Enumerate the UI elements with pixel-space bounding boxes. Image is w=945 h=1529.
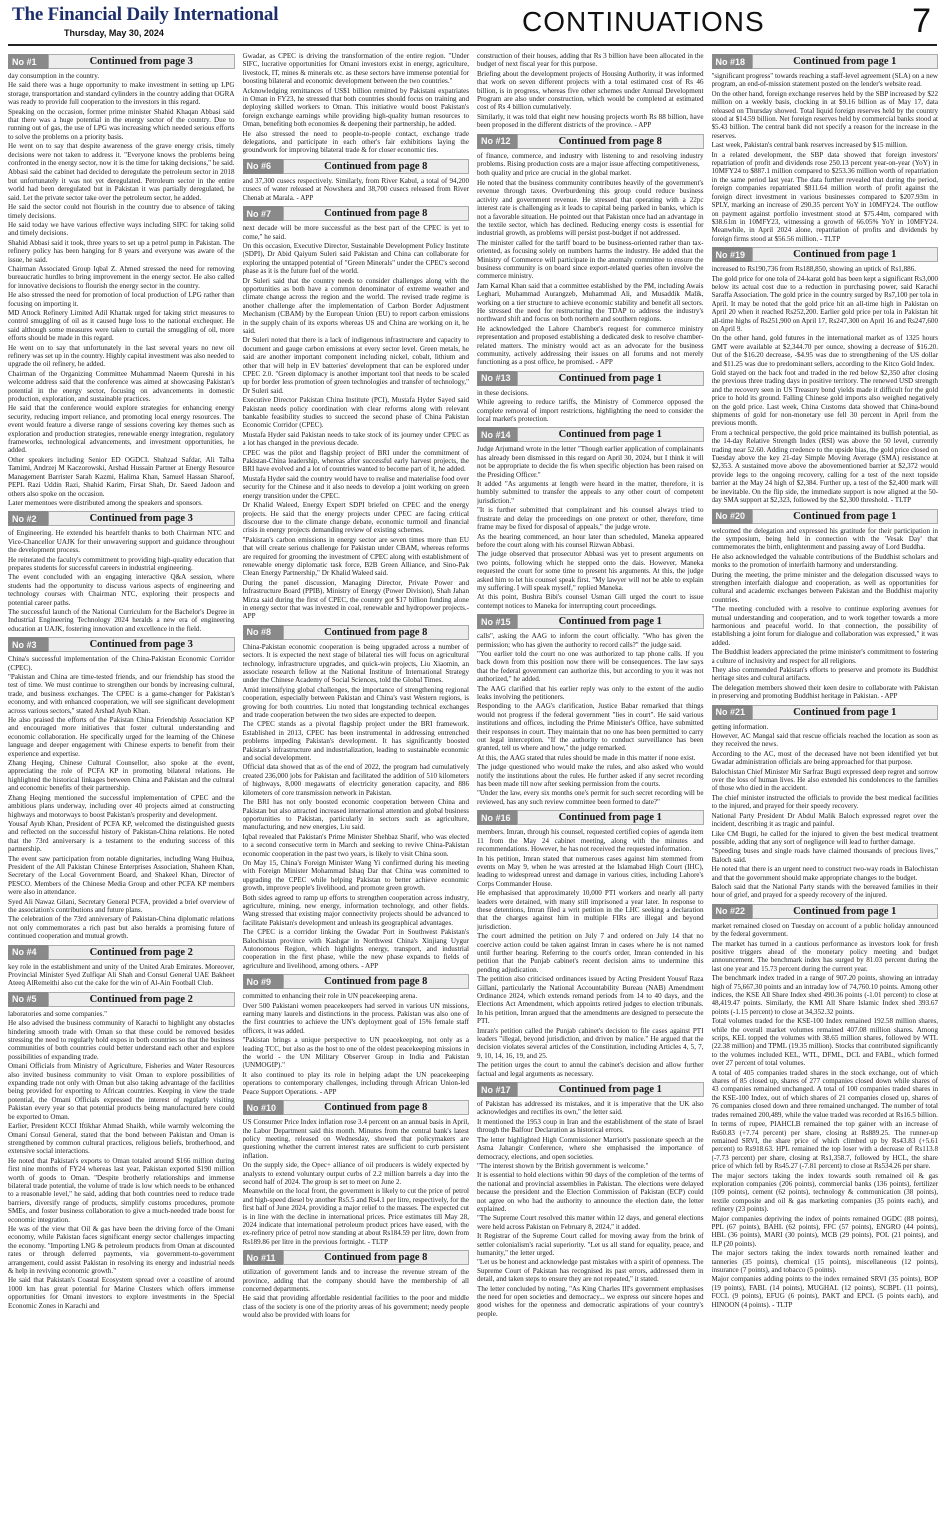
paragraph: Yousaf Ayub Khan, President of PCFA KP, welcomed the distinguished guests and reflected on the successful history of Pakistan-China relations. He noted that the 73rd anniversary is a testament to the enduring success of this partnership. — [8, 819, 235, 854]
continuation-header — [477, 810, 704, 825]
paragraph: Chairman Associated Group Iqbal Z. Ahmed stressed the need for removing bureaucratic hurdles to bring improvement in the energy sector. He also called for innovative decisions to flourish the energy sector in the country. — [8, 264, 235, 290]
paragraph: Both sides agreed to ramp up efforts to strengthen cooperation across industry, agriculture, mining, new energy, information technology, and other fields. Wang stressed that existing major connectivity projects should be advanced to facilitate Pakistan's development and unleash its geographical advantages. — [242, 893, 469, 927]
paragraph: However, AC Mangal said that rescue officials reached the location as soon as they received the news. — [711, 732, 938, 749]
continuation-number: No #14 — [477, 427, 517, 442]
paragraph: Like CM Bugti, he called for the injured to given the best medical treatment possible, adding that any sort of negligence will lead to further damage. — [711, 829, 938, 846]
continuation-number: No #8 — [243, 625, 283, 640]
paragraph: of Engineering. He extended his heartfelt thanks to both Chairman NTC and Vice-Chancellor UAJK for their unwavering support and guidance throughout the development process. — [8, 529, 235, 555]
article-body — [477, 632, 704, 806]
paragraph: Gwadar, as CPEC is driving the transformation of the entire region. "Under SIFC, lucrative opportunities for Omani investors exist in energy, agriculture, livestock, IT, mines & minerals etc. as these sectors have immense potential for boosting bilateral and economic development between the two countries." — [242, 52, 469, 86]
paragraph: A total of 405 companies traded shares in the stock exchange, out of which shares of 85 closed up, shares of 277 companies closed down while shares of 43 companies remained unchanged. A total of 100 companies traded shares in the KSE-100 Index, out of which shares of 21 companies closed up, shares of 76 companies closed down and three remained unchanged. The number of total trades remained 200,489, while the value traded was recorded at Rs16.5 billion. — [711, 1068, 938, 1119]
paragraph: market remained closed on Tuesday on account of a public holiday announced by the federal government. — [711, 921, 938, 939]
paragraph: He said today we have various effective ways including SIFC for taking solid and timely decisions. — [8, 220, 235, 238]
paragraph: "The Supreme Court resolved this matter within 12 days, and general elections were held across Pakistan on February 8, 2024," it added. — [477, 1214, 704, 1231]
continuation-article — [477, 810, 704, 1078]
paragraph: Zhang Heqing mentioned the successful implementation of CPEC and the ambitious plans underway, including over 40 projects aimed at constructing highways and motorways to boost Pakistan's prosperity and development. — [8, 793, 235, 819]
paragraph: On May 15, China's Foreign Minister Wang Yi confirmed during his meeting with Foreign Minister Mohammad Ishaq Dar that China was committed to upgrading the CPEC while helping Pakistan to better achieve economic growth, improve people's livelihood, and promote green growth. — [242, 858, 469, 893]
article-body — [712, 527, 939, 701]
paragraph: key role in the establishment and unity of the United Arab Emirates. Moreover, Provincial Minister Syed Zulfiqar Ali Shah and Consul General UAE Bakheet Ateeq AlRemeithi also cut the cake for the win of Al-Ain Football Club. — [8, 962, 235, 988]
paragraph: Mustafa Hyder said the country would have to realise and materialise food over security for the Chinese and it also needs to develop a joint working on green energy transition under the CPEC. — [242, 474, 469, 500]
continued-from-label: Continued from page 8 — [283, 206, 470, 221]
paragraph: From a technical perspective, the gold price maintained its bullish potential, as the 14-day Relative Strength Index (RSI) was above the 50 level, currently trading near 52.60. Adding credence to the upside bias, the gold price closed on Tuesday above the key 21-day Simple Moving Average (SMA) resistance at $2,353. A sustained move above the abovementioned barrier at $2,372 would provide legs to the ongoing recovery, calling for a test of the next topside barrier at the May 24 high of $2,384. Further up, a test of the $2,400 mark will be inevitable. On the flip side, the immediate support is now aligned at the 50-day SMA support at $2,323, followed by the $2,300 threshold. - TLTP — [711, 428, 938, 505]
continued-from-label: Continued from page 1 — [752, 509, 939, 524]
paragraph: The major sectors taking the index towards north remained leather and tanneries (35 points), chemical (15 points), miscellaneous (12 points), insurance (7 points), and tobacco (5 points). — [711, 1249, 938, 1274]
paragraph: "The meeting concluded with a resolve to continue exploring avenues for mutual understanding and cooperation, and to work together towards a more harmonious and peaceful world. In that connection, the possibility of establishing a joint forum for dialogue and collaboration was expressed," it was added. — [711, 605, 938, 647]
continuation-number: No #12 — [477, 134, 517, 149]
continued-from-label: Continued from page 1 — [752, 247, 939, 262]
continuation-header — [243, 1100, 470, 1115]
paragraph: The chief minister instructed the officials to provide the best medical facilities to the injured, and prayed for their speedy recovery. — [711, 793, 938, 811]
continuation-header — [8, 992, 235, 1007]
paragraph: He noted that the business community contributes heavily of the government's revenue through taxes. Overburdening this group could reduce business activity and government revenue. He stressed that operating with a 22pc interest rate is challenging as it leads to capital being parked in banks, which is not a favorable situation. He pointed out that Pakistan once had an advantage in the textile sector, which has declined. Reducing energy costs is essential for industrial growth, as problems will persist post-budget if not addressed. — [477, 178, 704, 238]
section-title: CONTINUATIONS — [522, 6, 765, 37]
article-body — [243, 643, 470, 970]
continued-from-label: Continued from page 1 — [517, 371, 704, 386]
paragraph: The judge questioned who would make the rules, and also asked who would notify the institutions about the rules. He further asked if any secret recording has been made till now after seeking permission from the courts. — [477, 763, 704, 789]
continuation-article — [243, 1100, 470, 1246]
continuation-header — [8, 511, 235, 526]
paragraph: China's successful implementation of the China-Pakistan Economic Corridor (CPEC). — [8, 655, 235, 672]
paragraph: construction of their houses, adding that Rs 3 billion have been allocated in the budget of next fiscal year for this purpose. — [477, 52, 704, 69]
paragraph: members. Imran, through his counsel, requested certified copies of agenda item 11 from the May 24 cabinet meeting, along with the minutes and recommendations. However, he has not received the requested information. — [477, 828, 704, 854]
paragraph: Judge Arjumand wrote in the letter "Though earlier application of complainants has already been dismissed in this regard on April 30, 2024, but I think it will not be appropriate to decide the fis when specific objection has been raised on the Presiding Officer." — [477, 445, 704, 479]
continuation-header — [712, 54, 939, 69]
continuation-number: No #7 — [243, 206, 283, 221]
continuation-number: No #11 — [243, 1250, 283, 1265]
paragraph: In his petition, Imran stated that numerous cases against him stemmed from events on May 9, when he was arrested at the Islamabad High Court (IHC), leading to widespread unrest and damage in various cities, including Lahore's Corps Commander House. — [477, 854, 704, 888]
paragraph: He said there was a huge opportunity to make investment in setting up LPG storage, transportation and standard cylinders in the country adding that OGRA was ready to provide full cooperation to the investors in this regard. — [8, 81, 235, 107]
paragraph: Dr Khalid Waleed, Energy Expert SDPI briefed on CPEC and the energy projects. He said that the energy projects under CPEC are facing critical discourse due to the climate change debate, economic turmoil and financial crisis in energy projects demanding review of existing schemes. — [242, 501, 469, 535]
article-body — [712, 72, 939, 243]
paragraph: He said that Pakistan's Coastal Ecosystem spread over a coastline of around 1000 km has great potential for Marine Clusters which offers immense opportunities for Omani investors to explore investments in the Special Economic Zones in Karachi and — [8, 1276, 235, 1310]
article-body — [477, 1100, 704, 1318]
paragraph: He also acknowledged the valuable contributions of the Buddhist scholars and monks to the promotion of interfaith harmony and understanding. — [711, 552, 938, 570]
continuation-number: No #21 — [712, 705, 752, 720]
paragraph: Zhang Heqing, Chinese Cultural Counsellor, also spoke at the event, appreciating the role of PCFA KP in promoting bilateral relations. He highlighted the historical linkages between China and Pakistan and the cultural and economic benefits of their partnership. — [8, 759, 235, 793]
masthead — [0, 0, 945, 44]
continued-from-label: Continued from page 8 — [517, 134, 704, 149]
continuation-header — [712, 904, 939, 919]
paragraph: As the hearing commenced, an hour later than scheduled, Maneka appeared before the court along with his counsel Rizwan Abbasi. — [477, 532, 704, 549]
paragraph: The BRI has not only boosted economic cooperation between China and Pakistan but also attracted increased international attention and global business opportunities to Pakistan, particularly in sectors such as agriculture, manufacturing, and new energies, Liu said. — [242, 798, 469, 832]
paragraph: "Pakistan and China are time-tested friends, and our friendship has stood the test of time. We must continue to strengthen our bonds by increasing cultural, trade, and business exchanges. The CPEC is a game-changer for Pakistan's economy, and with enhanced cooperation, we will see significant development across various sectors," stated Arshad Ayub Khan. — [8, 673, 235, 715]
paragraph: US Consumer Price Index inflation rose 3.4 percent on an annual basis in April, the Labor Department said this month. Minutes from the central bank's latest policy meeting, released on Wednesday, showed that policymakers are questioning whether the current interest rates are sufficient to curb persistent inflation. — [242, 1118, 469, 1160]
article-body — [712, 723, 939, 900]
continuation-number: No #6 — [243, 159, 283, 174]
continuation-header — [477, 427, 704, 442]
paragraph: He went on to say that despite awareness of the grave energy crisis, timely decisions were not taken to address it. "Everyone knows the problems being confronted in the energy sector, now it is the time for taking decisions," he said. — [8, 142, 235, 168]
paragraph: Shahid Abbasi said it took, three years to set up a petrol pump in Pakistan. The refinery policy has been hanging for 8 years and everyone was aware of the issue, he said. — [8, 238, 235, 264]
paragraph: China-Pakistan economic cooperation is being upgraded across a number of sectors. It is expected the next stage of bilateral ties will focus on agricultural technology, infrastructure upgrades, and quick-win projects, Liu Xiaomin, an associate research fellow at the National Institute of International Strategy under the Chinese Academy of Social Sciences, told the Global Times. — [242, 642, 469, 685]
paragraph: It added "As arguments at length were heard in the matter, therefore, it is humbly submitted to transfer the appeals to any other court of competent jurisdiction." — [477, 480, 704, 505]
paragraph: During the meeting, the prime minister and the delegation discussed ways to strengthen interfaith dialogue and cooperation, as well as opportunities for cultural and academic exchanges between Pakistan and the Buddhist majority countries. — [711, 570, 938, 604]
paragraph: of finance, commerce, and industry with listening to and resolving industry problems. Rising production costs are a major issue affecting competitiveness, — [477, 151, 704, 169]
continuation-number: No #2 — [8, 511, 48, 526]
continued-from-label: Continued from page 1 — [517, 810, 704, 825]
continuation-number: No #5 — [8, 992, 48, 1007]
paragraph: The Buddhist leaders appreciated the prime minister's commitment to fostering a culture of inclusivity and respect for all religions. — [711, 648, 938, 665]
paragraph: It also continued to play its role in helping adapt the UN peacekeeping operations to contemporary challenges, including through African Union-led Peace Support Operations. - APP — [242, 1070, 469, 1096]
continuation-header — [8, 945, 235, 960]
paragraph: Balochistan Chief Minister Mir Sarfraz Bugti expressed deep regret and sorrow over the loss of human lives. He also extended his condolences to the families of those who died in the accident. — [711, 767, 938, 793]
article-columns — [8, 52, 938, 1524]
paragraph: The CPEC stands as a pivotal flagship project under the BRI framework. Established in 2013, CPEC has been instrumental in addressing entrenched problems impeding Pakistan's development. It has significantly boosted Pakistan's infrastructure and industrialization, leading to sustainable economic and social development. — [242, 720, 469, 763]
continuation-header — [477, 371, 704, 386]
paragraph: Briefing about the development projects of Housing Authority, it was informed that work on seven different projects with a total estimated cost of Rs 46 billion, is in progress, whereas five other schemes under Annual Development Program are also under construction, which would be completed at estimated cost of Rs 4 billion cumulatively. — [477, 69, 704, 112]
continuation-article — [477, 427, 704, 610]
article-body — [8, 529, 235, 633]
column-1 — [8, 52, 235, 1524]
paragraph: The minister called for the tariff board to be business-oriented rather than tax-oriented, as focusing solely on numbers harms the industry. He added that the Ministry of Commerce will participate in the anomaly committee to ensure the business community is on board since export-related queries often involve the commerce ministry. — [477, 238, 704, 281]
article-body — [243, 1118, 470, 1246]
paragraph: Speaking on the occasion, former prime minister Shahid Khaqan Abbasi said that there was a huge potential in the energy sector of the country. Due to running out of gas, the use of LPG was increasing which needed serious efforts to solve the problems on a priority basis. — [8, 107, 235, 141]
continued-from-label: Continued from page 3 — [48, 54, 235, 69]
paragraph: At this point, Bushra Bibi's counsel Usman Gill urged the court to issue contempt notices to Maneka for interrupting court proceedings. — [477, 593, 704, 610]
continued-from-label: Continued from page 8 — [283, 159, 470, 174]
continuation-header — [243, 159, 470, 174]
paragraph: both quality and price are crucial in the global market. — [477, 169, 632, 178]
paragraph: Similarly, it was told that eight new housing projects worth Rs 88 billion, have been proposed in the different districts of the province. - APP — [477, 112, 704, 130]
paragraph: The gold price for one tola of 24-karat gold has been kept a significant Rs3,000 below its actual cost due to a reduction in purchasing power, said Karachi Saraffa Association. The gold price in the country surged by Rs7,100 per tola in April. It may be noted that the gold price hit an all-time high in Pakistan on April 20 when it reached Rs252,200. Earlier gold price per tola in Pakistan hit all-time highs of Rs251,900 on April 17, Rs247,300 on April 16 and Rs247,600 on April 9. — [711, 274, 938, 333]
issue-date: Thursday, May 30, 2024 — [64, 28, 164, 38]
continuation-header — [243, 625, 470, 640]
continued-from-label: Continued from page 8 — [283, 625, 470, 640]
paragraph: The petition also criticised ordinances issued by Acting President Yousuf Raza Gillani, particularly the National Accountability Bureau (NAB) Amendment Ordinance 2024, which extends remand periods from 14 to 40 days, and the Elections Act Amendment, which appoints retired judges to election tribunals. In his petition, Imran argued that the amendments are designed to persecute the PTI. — [477, 975, 704, 1026]
continuation-number: No #13 — [477, 371, 517, 386]
paragraph: Iqbal revealed that Pakistan's Prime Minister Shehbaz Sharif, who was elected to a second consecutive term in March and seeking to revive China-Pakistan economic cooperation in the past two years, is likely to visit China soon. — [242, 832, 469, 858]
paragraph: The benchmark index traded in a range of 907.20 points, showing an intraday high of 75,667.30 points and an intraday low of 74,760.10 points. Among other indices, the KSE All Share Index shed 490.36 points (-1.01 percent) to close at 48,419.47 points. Similarly, the KMI All Share Islamic Index shed 393.67 points (-1.15 percent) to close at 34,352.32 points. — [711, 974, 938, 1016]
continued-from-label: Continued from page 3 — [48, 637, 235, 652]
paragraph: During the panel discussion, Managing Director, Private Power and Infrastructure Board (PPIB), Ministry of Energy (Power Division), Shah Jahan Mirza said during the first of CPEC, the country got $17 billion funding alone in energy sector that was invested in coal, renewable and hydropower projects.- APP — [242, 578, 469, 621]
paragraph: The AAG clarified that his earlier reply was only to the extent of the audio leaks involving the petitioners. — [477, 684, 704, 701]
continuation-number: No #16 — [477, 810, 517, 825]
paragraph: In a related development, the SBP data showed that foreign investors' repatriation of profit and dividends rose 250.13 percent year-on-year (YoY) in 10MFY24 to $887.1 million compared to $253.36 million worth of repatriation in the same period last year. The data further revealed that during the period, foreign companies repatriated $811.64 million worth of profit against the foreign direct investment in various businesses compared to $207.93m in SPLY, marking an increase of 290.35 percent YoY in 10MFY24. The outflow on payment against portfolio investment stood at $75.44m, compared with $38.61m in 10MFY23, witnessing a growth of 66.05% YoY in 10MFY24. Meanwhile, in April 2024 alone, repatriation of profits and dividends by foreign firms stood at $56.56 million. - TLTP — [711, 150, 938, 243]
article-body — [477, 445, 704, 610]
paragraph: At this, the AAG stated that rules should be made in this matter if none exist. — [477, 753, 696, 762]
continuation-number: No #15 — [477, 614, 517, 629]
paragraph: Gold stayed on the back foot and traded in the red below $2,350 after closing the previous three trading days in positive territory. The renewed USD strength and the recovery seen in US Treasury bond yields made it difficult for the gold price to hold its ground. Falling Chinese gold imports also weighed negatively on the gold price. Last week, China Customs data showed that China-bound shipments of gold for non-monetary use fell 30 percent in April from the previous month. — [711, 369, 938, 428]
paragraph: According to the AC, most of the deceased have not been identified yet but Gwadar administration officials are being approached for that purpose. — [711, 749, 938, 767]
article-body — [477, 389, 704, 424]
paragraph: "You earlier told the court no one was authorized to tap phone calls. If you back down from this position now there will be consequences. The law says that the federal government can authorize this, but according to you it was not authorized," he added. — [477, 649, 704, 684]
paragraph: The letter concluded by noting, "As King Charles III's government emphasises the need for open societies and democracy... we express our sincere hopes and good wishes for the openness and democratic aspirations of your country's people. — [477, 1284, 704, 1318]
paragraph: He also praised the efforts of the Pakistan China Friendship Association KP and encouraged more initiatives that foster cultural understanding and economic collaboration. He specifically urged for the learning of the Chinese language and deeper engagement with Chinese experts to benefit from their experience and expertise. — [8, 716, 235, 758]
continuation-number: No #1 — [8, 54, 48, 69]
continued-from-label: Continued from page 3 — [48, 511, 235, 526]
continuation-header — [712, 247, 939, 262]
paragraph: Other speakers including Senior ED OGDCL Shahzad Safdar, Ali Talha Tamimi, Andrzej M Kaczorowski, Arshad Hussain Partner at Energy Resource Management Barrister Sarah Kazmi, Halima Khan, Samuel Hassan Sharoof, PEPL Razi Uddin Razi, Shahid Karim, Firsat Shah, Dr. Saeed Jadoon and others also spoke on the occasion. — [8, 455, 235, 498]
paragraph: Responding to the AAG's clarification, Justice Babar remarked that things would not progress if the federal government "lies in court". He said various institutions and offices, including the Prime Minister's Office, have submitted their responses in court. They maintain that no one has been permitted to carry out legal interception. "If the authority to conduct surveillance has been granted, tell us where and how," the judge remarked. — [477, 702, 704, 753]
continuation-number: No #19 — [712, 247, 752, 262]
continuation-article — [8, 54, 235, 507]
paragraph: Later mementoes were distributed among the speakers and sponsors. — [8, 498, 203, 507]
paragraph: increased to Rs190,736 from Rs188,850, showing an uptick of Rs1,886. — [711, 265, 917, 274]
paragraph: While agreeing to reduce tariffs, the Ministry of Commerce opposed the complete removal of import restrictions, highlighting the need to consider the local market's protection. — [477, 398, 704, 424]
continuation-number: No #3 — [8, 637, 48, 652]
paragraph: He noted that Pakistan's exports to Oman totaled around $166 million during first nine months of FY24 whereas last year, Pakistan exported $190 million worth of goods to Oman. "Despite brotherly relationships and immense bilateral trade potential, the volume of trade is low which needs to be enhanced to a reasonable level," he said, adding that both countries need to reduce trade barriers, diversify range of products, simplify customs procedures, promote SMEs, and foster business collaboration to give a much-needed trade boost for economic integration. — [8, 1156, 235, 1224]
continuation-article — [243, 206, 470, 621]
continued-from-label: Continued from page 1 — [517, 1082, 704, 1097]
paragraph: calls", asking the AAG to inform the court officially. "Who has given the permission; who has given the authority to record calls?" the judge said. — [477, 632, 704, 649]
continuation-number: No #20 — [712, 509, 752, 524]
paragraph: On the supply side, the Opec+ alliance of oil producers is widely expected by analysts to extend voluntary output curbs of 2.2 million barrels a day into the second half of 2024. The group is set to meet on June 2. — [242, 1161, 469, 1186]
paragraph: utilization of government lands and to increase the revenue stream of the province, adding that the company should have the membership of all concerned departments. — [242, 1268, 469, 1293]
continuation-article — [477, 614, 704, 806]
continuation-article — [8, 992, 235, 1310]
continuation-number: No #17 — [477, 1082, 517, 1097]
column-3 — [477, 52, 704, 1524]
paragraph: On the other hand, gold futures in the international market as of 1325 hours GMT were available at $2,344.70 per ounce, showing a decrease of $16.20. Out of the $16.20 decrease, -$4.95 was due to strengthening of the US dollar and $11.25 was due to predominant sellers, according to the Kitco Gold Index. — [711, 334, 938, 368]
paragraph: National Party President Dr Abdul Malik Baloch expressed regret over the incident, describing it as tragic and painful. — [711, 811, 938, 829]
paragraph: He acknowledged the Lahore Chamber's request for commerce ministry representation and proposed establishing a dedicated desk to resolve chamber-related matters. The ministry would act as an advocate for the business community, actively addressing their issues on all forums and not merely functioning as a post office, he promised. - APP — [477, 324, 704, 367]
paragraph: of Pakistan has addressed its mistakes, and it is imperative that the UK also acknowledges and rectifies its own," the letter said. — [477, 1100, 704, 1117]
paragraph: Meanwhile on the local front, the government is likely to cut the price of petrol and high-speed diesel by another Rs5.5 and Rs4.1 per litre, respectively, for the first half of June 2024, providing a major relief to the masses. The expected cut is in line with the decline in international prices. Price estimates till May 28, 2024 indicate that international petroleum product prices have eased, with the ex-refinery price of petrol now standing at about Rs184.59 per litre, down from Rs189.86 per litre in the previous fortnight. - TLTP — [242, 1187, 469, 1246]
newspaper-brand: The Financial Daily International — [12, 4, 279, 25]
paragraph: He noted that there is an urgent need to construct two-way roads in Balochistan and that the government should make appropriate changes to the budget. — [711, 865, 938, 882]
continuation-article — [477, 1082, 704, 1318]
paragraph: day consumption in the country. — [8, 72, 100, 80]
paragraph: CPEC was the pilot and flagship project of BRI under the commitment of Pakistan-China leadership, whereas after successful early harvest projects, the BRI have evolved and a lot of countries wanted to become part of it, he added. — [242, 448, 469, 474]
paragraph: Major companies depriving the index of points remained OGDC (88 points), PPL (67 points), BAHL (62 points), FFC (57 points), ENGRO (44 points), HBL (36 points), MARI (30 points), MCB (29 points), POL (21 points), and ILP (20 points). — [711, 1214, 938, 1248]
paragraph: and 37,300 cusecs respectively. Similarly, from River Kabul, a total of 94,200 cusecs of water released at Nowshera and 38,700 cusecs released from River Chenab at Marala. - APP — [242, 176, 469, 202]
continuation-article — [243, 1250, 470, 1319]
paragraph: The petition urges the court to annul the cabinet's decision and allow further factual and legal arguments as necessary. — [477, 1061, 704, 1078]
paragraph: Omani Officials from Ministry of Agriculture, Fisheries and Water Resources also invited business community to visit Oman to explore possibilities of expanding trade not only with Oman but also taking advantage of the facilities being provided for exporting to African countries. Keeping in view the trade potential, the Omani Officials expressed the interest of regularly visiting Pakistan every year so that potential products being manufactured here could be exported to Oman. — [8, 1062, 235, 1121]
masthead-rule — [8, 44, 937, 46]
continued-from-label: Continued from page 8 — [283, 1100, 470, 1115]
paragraph: In terms of rupee, PIAHCLB remained the top gainer with an increase of Rs60.83 (+7.74 percent) per share, closing at Rs889.25. The runner-up remained SRVI, the share price of which climbed up by Rs43.83 (+5.61 percent) to Rs918.63. HPL remained the top loser with a decrease of Rs113.8 (-7.73 percent) per share, closing at Rs1,358.7, followed by HCL, the share price of which fell by Rs45.27 (-7.81 percent) to close at Rs534.26 per share. — [711, 1120, 938, 1171]
continuation-number: No #22 — [712, 904, 752, 919]
continuation-header — [243, 974, 470, 989]
paragraph: getting information. — [711, 722, 769, 731]
paragraph: Over 500 Pakistani women peacekeepers had served in various UN missions, earning many laurels and distinctions in the process. Pakistan was also one of the first countries to achieve the UN's deployment goal of 15% female staff officers, it was added. — [242, 1001, 469, 1035]
paragraph: "Pakistan's carbon emissions in energy sector are seven times more than EU that will create serious challenge for Pakistan under CBAM, whereas reforms are required for grooming the investment of CPEC along with establishment of renewable energy diplomatic task force, B2B Green Alliance, and Sino-Pak Clean Energy Partnership," Dr Khalid Waleed said. — [242, 535, 469, 578]
article-body — [243, 177, 470, 202]
continuation-header — [712, 509, 939, 524]
paragraph: Mustafa Hyder said Pakistan needs to take stock of its journey under CPEC as a lot has changed in the previous decade. — [242, 430, 469, 448]
paragraph: He said that providing affordable residential facilities to the poor and middle class of the society is one of the priority areas of his government; needy people would also be provided with loans for — [242, 1294, 469, 1320]
paragraph: The CPEC is a corridor linking the Gwadar Port in Southwest Pakistan's Balochistan province with Kashgar in Northwest China's Xinjiang Uygur Autonomous Region, which highlights energy, transport, and industrial cooperation in the first phase, while the new phase expands to fields of agriculture and livelihood, among others. - APP — [242, 928, 469, 970]
article-body — [712, 265, 939, 504]
article-body — [712, 922, 939, 1309]
paragraph: The delegation members showed their keen desire to collaborate with Pakistan in preserving and promoting Buddhist heritage in Pakistan. - APP — [711, 683, 938, 701]
continuation-header — [477, 134, 704, 149]
continuation-article — [8, 637, 235, 940]
continued-from-label: Continued from page 1 — [752, 705, 939, 720]
continuation-number: No #10 — [243, 1100, 283, 1115]
paragraph: Executive Director Pakistan China Institute (PCI), Mustafa Hyder Sayed said Pakistan needs policy coordination with clear reforms along with relevant bankable feasibility studies to succeed the second phase of China Pakistan Economic Corridor (CPEC). — [242, 396, 469, 430]
paragraph: He was of the view that Oil & gas have been the driving force of the Omani economy, while Pakistan faces significant energy sector challenges impacting the economy. "Importing LNG & petroleum products from Oman at discounted rates or through deferred payments, via government-to-government arrangement, could assist Pakistan in resolving its energy and industrial needs & help in reviving economic growth." — [8, 1224, 235, 1275]
paragraph: Acknowledging remittances of US$1 billion remitted by Pakistani expatriates in Oman in FY23, he stressed that both countries should focus on training and deploying skilled workers to Oman. This initiative would boost Pakistan's foreign exchange earnings while providing high-quality human resources to Oman, benefiting both economies & deepening their partnership, he added. — [242, 86, 469, 129]
paragraph: Syed Ali Nawaz Gilani, Secretary General PCFA, provided a brief overview of the association's contributions and future plans. — [8, 897, 235, 914]
continuation-header — [243, 206, 470, 221]
continued-from-label: Continued from page 1 — [517, 614, 704, 629]
paragraph: Imran's petition called the Punjab cabinet's decision to file cases against PTI leaders "illegal, beyond jurisdiction, and driven by malice." He argued that the decision violates several articles of the Constitution, including Articles 4, 5, 7, 9, 10, 14, 16, 19, and 25. — [477, 1026, 704, 1060]
paragraph: The letter highlighted High Commissioner Marriott's passionate speech at the Asma Jahangir Conference, where she emphasised the importance of democracy, elections, and open societies. — [477, 1135, 704, 1161]
paragraph: It is essential to hold elections within 90 days of the completion of the terms of the national and provincial assemblies in Pakistan. The elections were delayed because the president and the Election Commission of Pakistan (ECP) could not agree on who had the authority to announce the election date, the letter explained. — [477, 1171, 704, 1213]
continuation-article — [712, 54, 939, 243]
paragraph: He also stressed the need for promotion of local production of LPG rather than focusing on importing it. — [8, 291, 235, 308]
continuation-header — [8, 637, 235, 652]
article-body — [243, 52, 470, 155]
paragraph: Baloch said that the National Party stands with the bereaved families in their hour of grief, and prayed for a speedy recovery of the injured. — [711, 882, 938, 900]
paragraph: They also commended Pakistan's efforts to preserve and promote its Buddhist heritage sites and cultural artifacts. — [711, 666, 938, 683]
continuation-article — [243, 625, 470, 970]
paragraph: welcomed the delegation and expressed his gratitude for their participation in the symposium, being held in connection with the 'Vesak Day' that commemorates the birth, enlightenment and passing away of Lord Buddha. — [711, 526, 938, 552]
paragraph: "The interest shown by the British government is welcome." — [477, 1161, 649, 1170]
paragraph: "It is further submitted that complainant and his counsel always tried to frustrate and delay the proceedings on one pretext or other, therefore, time frame may be fixed for disposal of appeals," the judge wrote. — [477, 506, 704, 532]
continuation-number: No #18 — [712, 54, 752, 69]
paragraph: He said that the conference would explore strategies for enhancing energy security, reducing import reliance, and promoting local energy resources. The event would feature a diverse range of sessions covering key themes such as exploration and production strategies, renewable energy integration, regulatory frameworks, technological advancements, and investment opportunities, he added. — [8, 404, 235, 455]
continuation-header — [8, 54, 235, 69]
paragraph: The successful launch of the National Curriculum for the Bachelor's Degree in Industrial Engineering Technology 2024 heralds a new era of engineering education at UAJK, fostering innovation and excellence in the field. — [8, 607, 235, 633]
paragraph: "Let us be honest and acknowledge past mistakes with a spirit of openness. The Supreme Court of Pakistan has recognised its past errors, addressed them in detail, and taken steps to ensure they are not repeated," it stated. — [477, 1258, 704, 1284]
paragraph: Abbasi said the cabinet had decided to deregulate the petroleum sector in 2018 but unfortunately it was not yet deregulated. Petroleum sector in the entire world had been deregulated but in Pakistan it was partially deregulated, he said. Let the private sector take over the petroleum sector, he added. — [8, 168, 235, 202]
paragraph: Major companies adding points to the index remained SRVI (35 points), BOP (19 points), FABL (14 points), MUGHAL (12 points), SCBPL (11 points), FCCL (9 points), EFUG (6 points), PAKT and EPCL (5 points each), and HINOON (4 points). - TLTP — [711, 1275, 938, 1309]
continuation-header — [712, 705, 939, 720]
continuation-article — [712, 904, 939, 1309]
page-number: 7 — [912, 2, 931, 40]
continuation-article — [477, 134, 704, 367]
paragraph: Jam Kamal Khan said that a committee established by the PM, including Awais Leghari, Muhammad Aurangzeb, Muhammad Ali, and Musaddik Malik, working on a tier structure to achieve economic stability and benefit all sectors. He stressed the need for restructuring the TDAP to address the industry's northward shift and focus on both northern and southern regions. — [477, 281, 704, 324]
article-body — [243, 1268, 470, 1319]
paragraph: The market has turned in a cautious performance as investors look for fresh positive triggers ahead of the monetary policy meeting and budget announcement. The benchmark index has surged by 81.03 percent during the last one year and 15.73 percent during the current year. — [711, 939, 938, 973]
paragraph: He went on to say that unfortunately in the last several years no new oil refinery was set up in the country. Highly capital investment was also needed to upgrade the oil refinery, he added. — [8, 343, 235, 369]
paragraph: Dr Suleri said that the country needs to consider challenges along with the opportunities as both have a common denominator of extreme weather and climate change across the region and the world. The revised trade regime is another challenge after the implementation of Carbon Border Adjustment Mechanism (CBAM) by the European Union (EU) to report carbon emissions in the supply chain of its exports whereas US and China are working on it, he said. — [242, 276, 469, 335]
paragraph: It mentioned the 1953 coup in Iran and the establishment of the state of Israel through the Balfour Declaration as historical errors. — [477, 1117, 704, 1135]
paragraph: He reiterated the faculty's commitment to providing high-quality education that prepares students for successful careers in industrial engineering. — [8, 555, 235, 572]
paragraph: laboratories and some companies." — [8, 1009, 108, 1018]
paragraph: "significant progress" towards reaching a staff-level agreement (SLA) on a new program, an end-of-mission statement posted on the lender's website read. — [711, 72, 938, 89]
paragraph: It Registrar of the Supreme Court called for moving away from the brink of settler colonialism's racial superiority. "Let us all stand for equality, peace, and humanity," the letter urged. — [477, 1232, 704, 1257]
continuation-header — [477, 1082, 704, 1097]
continued-from-label: Continued from page 8 — [283, 974, 470, 989]
paragraph: The event concluded with an engaging interactive Q&A session, where students had the opportunity to discuss various aspects of engineering and technology courses with Chairman NTC, exploring their prospects and potential career paths. — [8, 573, 235, 607]
paragraph: He also stressed the need to people-to-people contact, exchange trade delegations, and participate in each other's fair exhibitions laying the groundwork for improving bilateral trade & for closer economic ties. — [242, 129, 469, 155]
continuation-article — [477, 371, 704, 424]
continuation-header — [477, 614, 704, 629]
paragraph: "Speeding buses and single roads have claimed thousands of precious lives," Baloch said. — [711, 847, 938, 864]
paragraph: Chairman of the Organizing Committee Muhammad Naeem Qureshi in his welcome address said that the conference was aimed at showcasing Pakistan's potential in the energy sector, focusing on advancements in domestic production, exploration, and sustainable practices. — [8, 369, 235, 404]
column-2 — [243, 52, 470, 1524]
article-body — [8, 72, 235, 507]
article-body — [8, 655, 235, 940]
continued-from-label: Continued from page 1 — [752, 904, 939, 919]
continued-from-label: Continued from page 8 — [283, 1250, 470, 1265]
article-body — [477, 828, 704, 1078]
continuation-number: No #4 — [8, 945, 48, 960]
paragraph: MD Attock Refinery Limited Adil Khattak urged for taking strict measures to control smuggling of oil as it caused huge loss to the national exchequer. He said although some measures were taken to curtail the smuggling of oil, more efforts should be made in this regard. — [8, 308, 235, 343]
article-body — [243, 992, 470, 1096]
article-body — [8, 1010, 235, 1310]
paragraph: Total volumes traded for the KSE-100 Index remained 192.58 million shares, while the overall market volumes remained 407.08 million shares. Among scrips, KEL topped the volumes with 38.65 million shares, followed by WTL (22.38 million) and TPML (19.35 million). Stocks that contributed significantly to the volumes included KEL, WTL, DFML, DCL and FABL, which formed over 27 percent of total volumes. — [711, 1017, 938, 1068]
paragraph: "Under the law, every six months one's permit for such secret recording will be reviewed, has any such review committee been formed to date?" — [477, 789, 704, 806]
continued-from-label: Continued from page 1 — [752, 54, 939, 69]
continuation-article — [477, 52, 704, 130]
paragraph: He emphasised that approximately 10,000 PTI workers and nearly all party leaders were detained, with many still imprisoned a year later. In response to these detentions, Imran filed a writ petition in the LHC seeking a declaration that the charges against him in multiple FIRs are illegal and beyond jurisdiction. — [477, 889, 704, 931]
continuation-article — [712, 509, 939, 701]
paragraph: "Pakistan brings a unique perspective to UN peacekeeping, not only as a leading TCC, but also as the host to one of the oldest peacekeeping missions in the world - the UN Military Observer Group in India and Pakistan (UNMOGIP)." — [242, 1036, 469, 1070]
continuation-article — [8, 945, 235, 988]
paragraph: next decade will be more successful as the best part of the CPEC is yet to come," he said. — [242, 224, 469, 241]
paragraph: The court admitted the petition on July 7 and ordered on July 14 that no coercive action could be taken against Imran in cases where he is not named until further hearing. Referring to the court's order, Imran contended in his petition that the Punjab cabinet's recent decision aims to undermine this pending adjudication. — [477, 932, 704, 974]
article-body — [243, 224, 470, 621]
paragraph: On the other hand, foreign exchange reserves held by the SBP increased by $22 million on a weekly basis, clocking in at $9.16 billion as of May 17, data released on Thursday showed. Total liquid foreign reserves held by the country stood at $14.59 billion. Net foreign reserves held by commercial banks stood at $5.43 billion. The central bank did not specify a reason for the increase in the reserves. — [711, 89, 938, 140]
continuation-article — [8, 511, 235, 633]
continuation-number: No #9 — [243, 974, 283, 989]
paragraph: Earlier, President KCCI Iftikhar Ahmad Shaikh, while warmly welcoming the Omani Consul General, stated that the bond between Pakistan and Oman is strengthened by common cultural practices, religious beliefs, brotherhood, and extensive social interactions. — [8, 1122, 235, 1156]
paragraph: Official data showed that as of the end of 2022, the program had cumulatively created 236,000 jobs for Pakistan and facilitated the addition of 510 kilometers of highways, 8,000 megawatts of electricity generation capacity, and 886 kilometers of core transmission network in Pakistan. — [242, 763, 469, 797]
paragraph: The celebration of the 73rd anniversary of Pakistan-China diplomatic relations not only commemorates a rich past but also heralds a promising future of continued cooperation and mutual growth. — [8, 915, 235, 941]
paragraph: The major sectors taking the index towards south remained oil & gas exploration companies (206 points), commercial banks (136 points), fertilizer (109 points), cement (62 points), technology & communication (38 points), textile composite and oil & gas marketing companies (35 points each), and refinery (23 points). — [711, 1171, 938, 1214]
article-body — [477, 152, 704, 367]
paragraph: committed to enhancing their role in UN peacekeeping arena. — [242, 992, 418, 1001]
paragraph: The judge observed that prosecutor Abbasi was yet to present arguments on two points, following which he stepped onto the dais. However, Maneka requested the court for some time to present his arguments. At this, the judge asked him to let his counsel speak first. "My lawyer will not be able to explain my suffering. I will speak myself," replied Maneka. — [477, 550, 704, 592]
paragraph: Amid intensifying global challenges, the importance of strengthening regional cooperation, especially between Pakistan and China's vast Western regions, is growing for both countries. Liu noted that longstanding technical exchanges and trade cooperation between the two sides are expected to deepen. — [242, 685, 469, 720]
continuation-article — [712, 705, 939, 900]
continuation-article — [712, 247, 939, 504]
article-body — [8, 963, 235, 988]
column-4 — [712, 52, 939, 1524]
paragraph: in these decisions. — [477, 388, 529, 397]
paragraph: On this occasion, Executive Director, Sustainable Development Policy Institute (SDPI), Dr Abid Qaiyum Suleri said Pakistan and China can collaborate for exploring the untapped potential of "Green Minerals" under the CPEC's second phase as it is the future fuel of the world. — [242, 241, 469, 276]
article-body — [477, 52, 704, 130]
continued-from-label: Continued from page 2 — [48, 945, 235, 960]
continuation-header — [243, 1250, 470, 1265]
paragraph: Last week, Pakistan's central bank reserves increased by $15 million. — [711, 141, 908, 150]
continued-from-label: Continued from page 2 — [48, 992, 235, 1007]
paragraph: Dr Suleri noted that there is a lack of indigenous infrastructure and capacity to document and gauge carbon emissions at every sector level. Green metals, he said are another important component including nickel, cobalt, lithium and other that will help in EV batteries' development that can be explored under CPEC 2.0. "Green diplomacy is another important tool that needs to be scaled up for border less promotion of green technologies and transfer of technology," Dr Suleri said. — [242, 336, 469, 395]
continued-from-label: Continued from page 1 — [517, 427, 704, 442]
paragraph: He said the sector could not flourish in the country due to absence of taking timely decisions. — [8, 203, 235, 220]
continuation-article — [243, 974, 470, 1096]
continuation-article — [243, 52, 470, 155]
paragraph: The event saw participation from notable dignitaries, including Wang Huihua, President of the All Pakistan Chinese Enterprises Association, Shaheen Khan, Secretary of the Local Government Board, and Shakeel Khan, Director of PESCO. Members of the Chinese Media Group and other PCFA KP members were also in attendance. — [8, 854, 235, 897]
continuation-article — [243, 159, 470, 202]
paragraph: He also advised the business community of Karachi to highlight any obstacles hindering smooth trade with Oman so that these could be removed besides stressing the need to regularly hold expos in both countries so that the business communities of both countries could better understand each other and explore possibilities of expanding trade. — [8, 1019, 235, 1061]
